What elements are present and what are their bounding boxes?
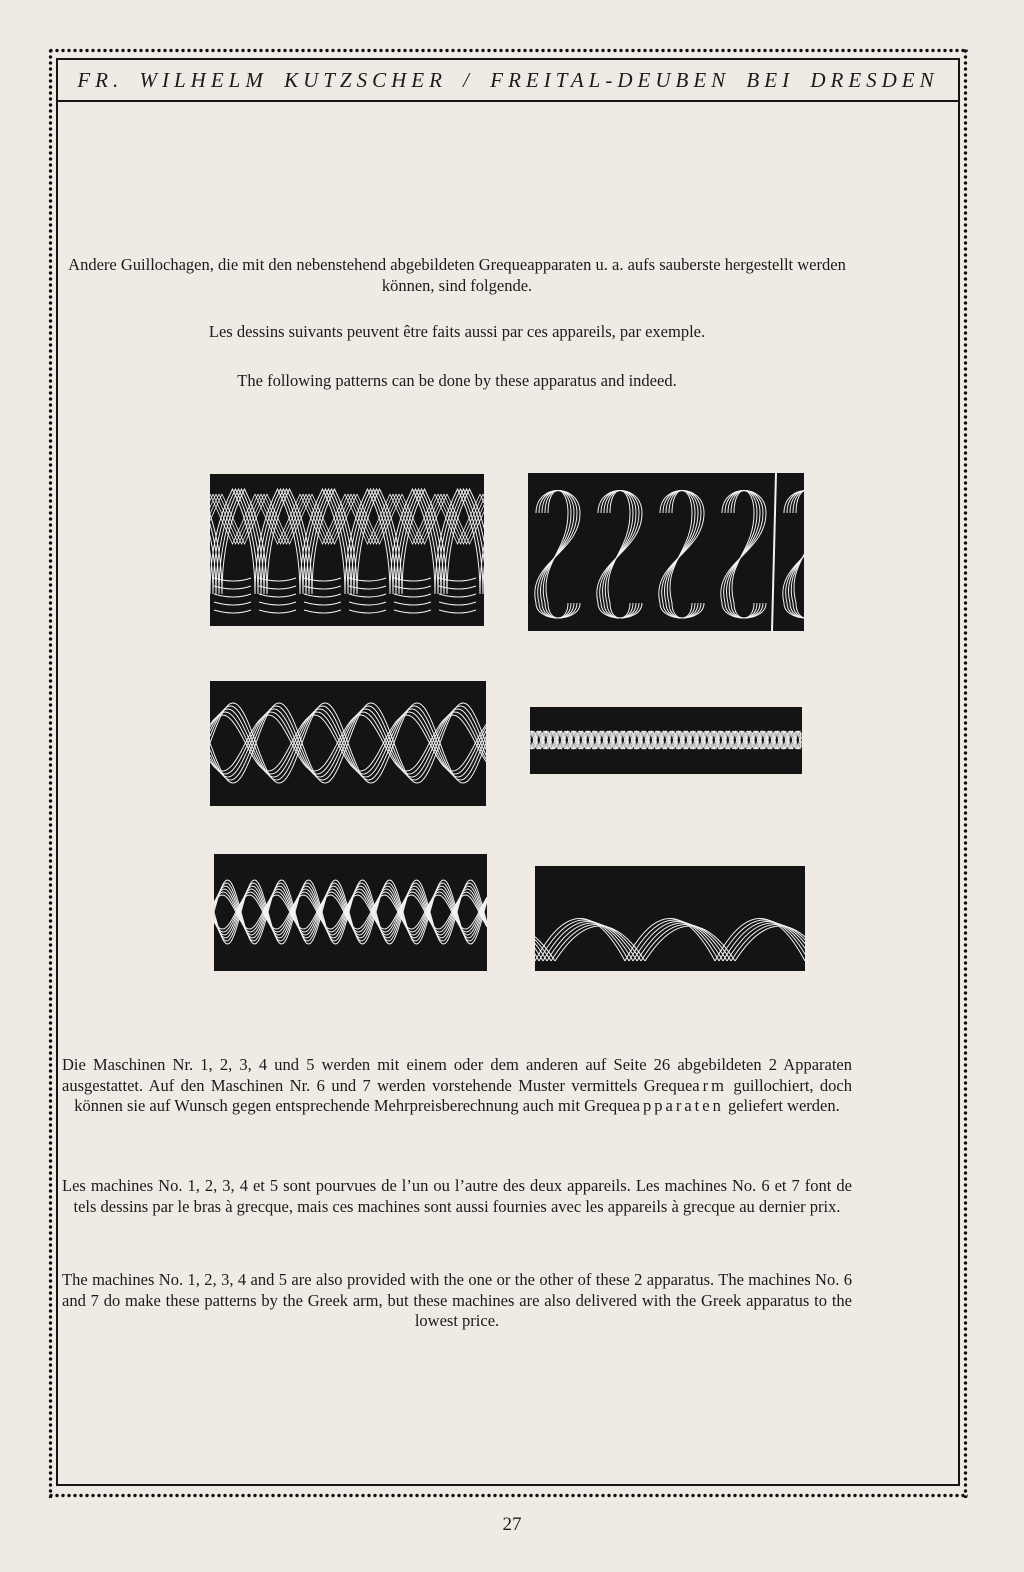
engraved-line: [629, 920, 719, 961]
engraved-line: [394, 602, 431, 605]
dotted-border-bottom: [48, 1493, 968, 1498]
engraved-line: [349, 594, 386, 597]
engraved-line: [439, 594, 476, 597]
guilloche-pattern-5: [214, 854, 487, 971]
dotted-border-right: [963, 48, 968, 1498]
engraved-line: [394, 594, 431, 597]
engraved-line: [633, 922, 723, 962]
guilloche-pattern-4: [530, 707, 802, 774]
running-header: FR. WILHELM KUTZSCHER / FREITAL-DEUBEN BEI DRESDEN: [58, 60, 958, 102]
engraved-line: [625, 919, 715, 962]
intro-german: Andere Guillochagen, die mit den nebenstehend abgebildeten Grequeapparaten u. a. aufs sauberste hergestellt werden können, sind folgende.: [68, 255, 846, 295]
engraved-line: [214, 889, 487, 935]
engraved-line: [259, 594, 296, 597]
guilloche-pattern-1: [210, 474, 484, 626]
note-german: Die Maschinen Nr. 1, 2, 3, 4 und 5 werden mit einem oder dem anderen auf Seite 26 abgebildeten 2 Apparaten ausgestattet. Auf den Maschinen Nr. 6 und 7 werden vorstehende Muster vermittels Grequearm guillochiert, doch können sie auf Wunsch gegen entsprechende Mehrpreisberechnung auch mit Grequeapparaten geliefert werden.: [62, 1055, 852, 1115]
guilloche-pattern-6: [535, 866, 805, 971]
engraved-line: [304, 602, 341, 605]
dotted-border-top: [48, 48, 968, 53]
engraved-line: [259, 602, 296, 605]
guilloche-pattern-2: [528, 473, 804, 631]
engraved-line: [394, 610, 431, 613]
engraved-line: [304, 610, 341, 613]
intro-french: Les dessins suivants peuvent être faits aussi par ces appareils, par exemple.: [208, 322, 706, 341]
engraved-line: [791, 491, 804, 619]
engraved-line: [439, 602, 476, 605]
page-number: 27: [502, 1514, 522, 1535]
engraved-line: [214, 594, 251, 597]
note-english: The machines No. 1, 2, 3, 4 and 5 are also provided with the one or the other of these 2 apparatus. The machines No. 6 and 7 do make these patterns by the Greek arm, but these machines are also delivered with the Greek apparatus to the lowest price.: [62, 1270, 852, 1330]
engraved-line: [535, 925, 551, 962]
engraved-line: [794, 491, 804, 619]
engraved-line: [214, 602, 251, 605]
engraved-line: [535, 919, 625, 962]
dotted-border-left: [48, 48, 53, 1498]
engraved-line: [543, 922, 633, 962]
engraved-line: [349, 602, 386, 605]
engraved-line: [772, 473, 776, 631]
engraved-line: [214, 889, 487, 935]
engraved-line: [439, 610, 476, 613]
engraved-line: [304, 594, 341, 597]
engraved-line: [349, 610, 386, 613]
intro-english: The following patterns can be done by these apparatus and indeed.: [237, 371, 677, 390]
engraved-line: [715, 919, 805, 962]
engraved-line: [637, 923, 727, 961]
engraved-line: [259, 610, 296, 613]
note-french: Les machines No. 1, 2, 3, 4 et 5 sont pourvues de l’un ou l’autre des deux appareils. Les machines No. 6 et 7 font de tels dessins par le bras à grecque, mais ces machines sont aussi fournies avec les appareils à grecque au dernier prix.: [62, 1176, 852, 1216]
guilloche-pattern-3: [210, 681, 486, 806]
engraved-line: [539, 920, 629, 961]
engraved-line: [547, 923, 637, 961]
engraved-line: [210, 703, 486, 783]
engraved-line: [214, 610, 251, 613]
